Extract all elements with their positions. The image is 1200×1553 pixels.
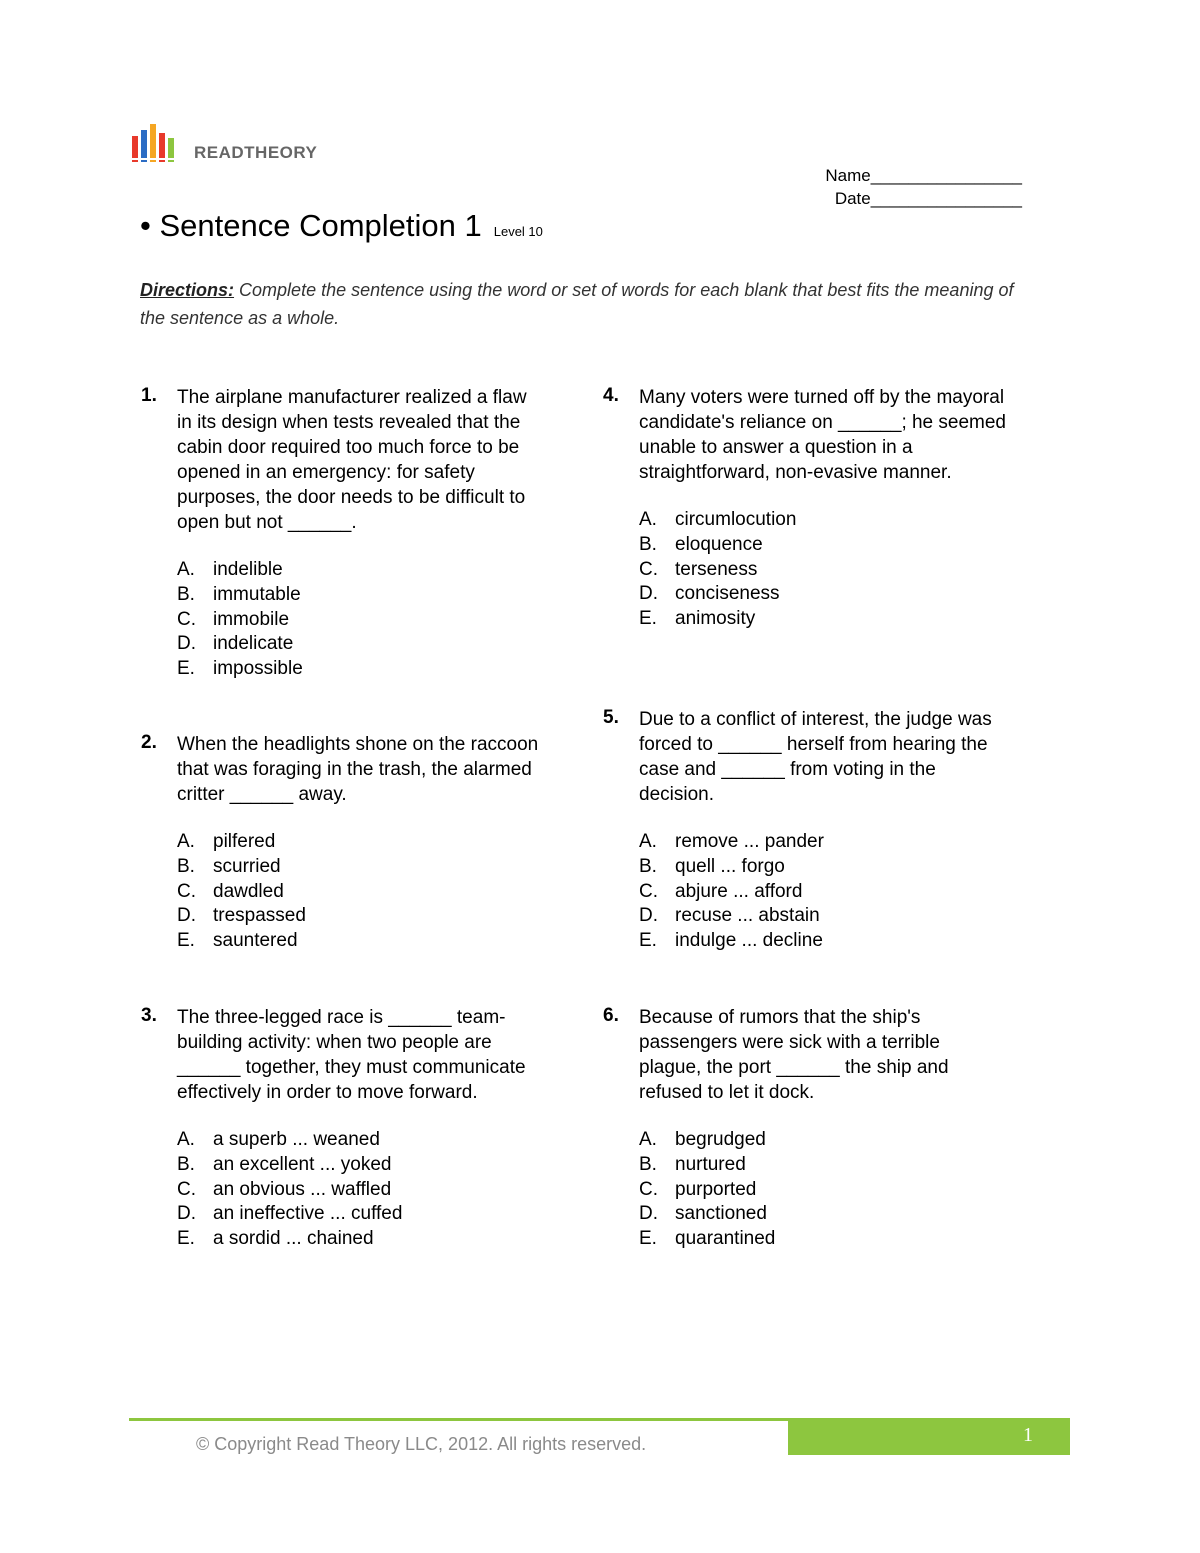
option-letter: D. bbox=[177, 1203, 196, 1225]
option-text: sanctioned bbox=[675, 1203, 767, 1225]
option-c[interactable] bbox=[177, 880, 541, 905]
option-text: eloquence bbox=[675, 533, 763, 555]
option-text: animosity bbox=[675, 608, 756, 630]
option-letter: A. bbox=[177, 559, 195, 580]
option-e[interactable] bbox=[177, 929, 541, 954]
option-d[interactable] bbox=[639, 904, 1003, 929]
answer-options bbox=[177, 558, 541, 682]
question-text: When the headlights shone on the raccoon that was foraging in the trash, the alarmed critter ______ away. bbox=[177, 734, 539, 805]
option-text: an excellent ... yoked bbox=[213, 1153, 392, 1175]
option-letter: E. bbox=[177, 658, 195, 680]
option-letter: D. bbox=[177, 905, 196, 927]
option-letter: A. bbox=[639, 831, 657, 852]
directions bbox=[140, 276, 1040, 332]
name-field: Name________________ bbox=[825, 166, 1022, 185]
date-field: Date________________ bbox=[834, 189, 1022, 208]
option-letter: B. bbox=[177, 1153, 195, 1175]
question-number: 3. bbox=[141, 1005, 157, 1026]
option-e[interactable] bbox=[639, 1227, 1003, 1252]
option-text: begrudged bbox=[675, 1129, 766, 1150]
option-text: circumlocution bbox=[675, 509, 797, 530]
option-letter: B. bbox=[639, 533, 657, 555]
option-b[interactable] bbox=[639, 533, 1043, 558]
option-letter: C. bbox=[177, 880, 196, 902]
option-text: a superb ... weaned bbox=[213, 1129, 380, 1150]
option-text: trespassed bbox=[213, 905, 306, 927]
option-text: terseness bbox=[675, 558, 758, 580]
answer-options bbox=[639, 1128, 1003, 1252]
option-letter: D. bbox=[639, 1203, 658, 1225]
option-c[interactable] bbox=[177, 608, 541, 633]
directions-text: Complete the sentence using the word or set of words for each blank that best fits the meaning of the sentence as a whole. bbox=[140, 280, 1014, 328]
option-text: impossible bbox=[213, 658, 303, 680]
question-number: 6. bbox=[603, 1005, 619, 1026]
option-letter: E. bbox=[639, 930, 657, 952]
option-text: an ineffective ... cuffed bbox=[213, 1203, 403, 1225]
question-text: Many voters were turned off by the mayoral candidate's reliance on ______; he seemed unable to answer a question in a straightforward, non-evasive manner. bbox=[639, 387, 1007, 483]
option-text: quarantined bbox=[675, 1228, 776, 1250]
option-d[interactable] bbox=[639, 582, 1043, 607]
option-text: indelicate bbox=[213, 633, 294, 655]
option-letter: E. bbox=[639, 1228, 657, 1250]
option-text: a sordid ... chained bbox=[213, 1228, 374, 1250]
option-e[interactable] bbox=[177, 657, 541, 682]
option-c[interactable] bbox=[177, 1178, 541, 1203]
option-a[interactable] bbox=[177, 1128, 541, 1153]
option-text: immobile bbox=[213, 608, 290, 630]
option-text: remove ... pander bbox=[675, 831, 824, 852]
option-letter: B. bbox=[639, 1153, 657, 1175]
option-b[interactable] bbox=[177, 855, 541, 880]
title-level: Level 10 bbox=[493, 224, 543, 239]
option-text: scurried bbox=[213, 855, 281, 877]
option-a[interactable] bbox=[639, 830, 1003, 855]
option-letter: D. bbox=[639, 905, 658, 927]
question-4 bbox=[603, 385, 1043, 632]
option-e[interactable] bbox=[639, 929, 1003, 954]
directions-label: Directions: bbox=[140, 280, 235, 300]
question-1 bbox=[141, 385, 541, 682]
question-text: The airplane manufacturer realized a flaw in its design when tests revealed that the cabin door required too much force to be opened in an emergency: for safety purposes, the door needs to be difficult to open but not ______. bbox=[177, 387, 527, 533]
option-letter: C. bbox=[639, 880, 658, 902]
option-d[interactable] bbox=[177, 904, 541, 929]
option-b[interactable] bbox=[177, 1153, 541, 1178]
option-letter: B. bbox=[639, 855, 657, 877]
option-text: nurtured bbox=[675, 1153, 746, 1175]
option-letter: B. bbox=[177, 583, 195, 605]
answer-options bbox=[639, 830, 1003, 954]
option-letter: D. bbox=[639, 583, 658, 605]
option-b[interactable] bbox=[639, 855, 1003, 880]
option-c[interactable] bbox=[639, 880, 1003, 905]
option-letter: C. bbox=[639, 1178, 658, 1200]
option-text: immutable bbox=[213, 583, 301, 605]
option-text: indulge ... decline bbox=[675, 930, 823, 952]
page-number: 1 bbox=[1023, 1424, 1033, 1446]
option-a[interactable] bbox=[177, 830, 541, 855]
option-a[interactable] bbox=[639, 508, 1043, 533]
option-e[interactable] bbox=[177, 1227, 541, 1252]
question-3 bbox=[141, 1005, 541, 1252]
question-5 bbox=[603, 707, 1003, 954]
option-letter: A. bbox=[177, 831, 195, 852]
option-letter: C. bbox=[177, 1178, 196, 1200]
option-letter: E. bbox=[177, 930, 195, 952]
option-text: conciseness bbox=[675, 583, 780, 605]
question-number: 2. bbox=[141, 732, 157, 753]
option-b[interactable] bbox=[177, 583, 541, 608]
option-text: dawdled bbox=[213, 880, 284, 902]
answer-options bbox=[639, 508, 1043, 632]
question-number: 1. bbox=[141, 385, 157, 406]
option-a[interactable] bbox=[177, 558, 541, 583]
option-c[interactable] bbox=[639, 1178, 1003, 1203]
option-text: recuse ... abstain bbox=[675, 905, 820, 927]
option-b[interactable] bbox=[639, 1153, 1003, 1178]
option-letter: C. bbox=[639, 558, 658, 580]
option-letter: E. bbox=[639, 608, 657, 630]
logo-text: READTHEORY bbox=[194, 143, 318, 162]
option-letter: E. bbox=[177, 1228, 195, 1250]
option-letter: A. bbox=[177, 1129, 195, 1150]
option-d[interactable] bbox=[177, 1202, 541, 1227]
option-text: quell ... forgo bbox=[675, 855, 785, 877]
readtheory-logo-icon bbox=[132, 124, 180, 164]
question-2 bbox=[141, 732, 541, 954]
option-a[interactable] bbox=[639, 1128, 1003, 1153]
question-text: Because of rumors that the ship's passengers were sick with a terrible plague, the port ______ the ship and refused to let it dock. bbox=[639, 1007, 949, 1103]
option-text: indelible bbox=[213, 559, 283, 580]
option-text: sauntered bbox=[213, 930, 298, 952]
page-title bbox=[140, 208, 543, 244]
option-letter: B. bbox=[177, 855, 195, 877]
question-6 bbox=[603, 1005, 1003, 1252]
question-number: 5. bbox=[603, 707, 619, 728]
title-main: • Sentence Completion 1 bbox=[140, 208, 482, 243]
option-text: pilfered bbox=[213, 831, 276, 852]
option-letter: C. bbox=[177, 608, 196, 630]
footer-copyright: © Copyright Read Theory LLC, 2012. All rights reserved. bbox=[196, 1434, 647, 1454]
question-number: 4. bbox=[603, 385, 619, 406]
option-text: abjure ... afford bbox=[675, 880, 803, 902]
option-text: purported bbox=[675, 1178, 757, 1200]
option-d[interactable] bbox=[639, 1202, 1003, 1227]
option-letter: A. bbox=[639, 1129, 657, 1150]
option-text: an obvious ... waffled bbox=[213, 1178, 392, 1200]
option-letter: A. bbox=[639, 509, 657, 530]
option-d[interactable] bbox=[177, 632, 541, 657]
option-c[interactable] bbox=[639, 558, 1043, 583]
question-text: Due to a conflict of interest, the judge was forced to ______ herself from hearing the case and ______ from voting in the decision. bbox=[639, 709, 992, 805]
answer-options bbox=[177, 830, 541, 954]
option-e[interactable] bbox=[639, 607, 1043, 632]
question-text: The three-legged race is ______ team-building activity: when two people are ______ together, they must communicate effectively in order to move forward. bbox=[177, 1007, 526, 1103]
answer-options bbox=[177, 1128, 541, 1252]
option-letter: D. bbox=[177, 633, 196, 655]
